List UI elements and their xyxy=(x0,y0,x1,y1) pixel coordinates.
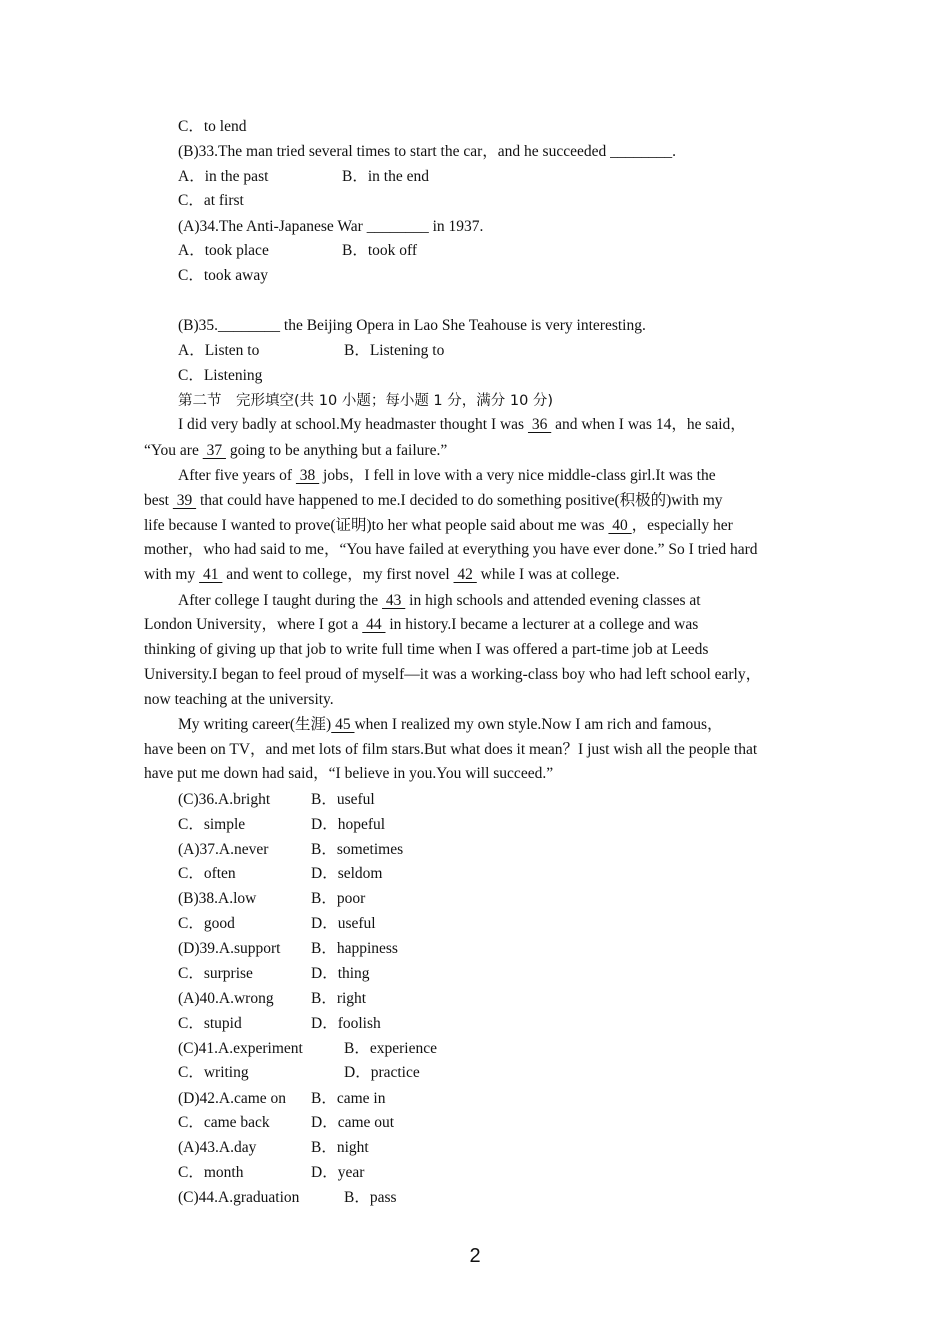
option-c: C．stupid xyxy=(178,1015,242,1032)
q34-option-c: C．took away xyxy=(178,267,268,284)
blank-37: 37 xyxy=(202,442,226,459)
option-d: D．seldom xyxy=(311,865,383,882)
passage-line xyxy=(178,415,844,435)
option-a: (C)44.A.graduation xyxy=(178,1189,300,1206)
q35-option-b: B．Listening to xyxy=(344,342,445,359)
section2-heading: 第二节 完形填空(共 10 小题；每小题 1 分，满分 10 分) xyxy=(178,393,554,409)
passage-text: while I was at college. xyxy=(476,566,620,583)
option-c: C．month xyxy=(178,1164,244,1181)
passage-text: with my xyxy=(144,566,200,583)
q33-stem: (B)33.The man tried several times to start the car，and he succeeded ________. xyxy=(178,143,676,160)
option-row xyxy=(178,864,844,884)
passage-text: when I realized my own style.Now I am rich and famous， xyxy=(354,716,723,733)
option-b: B．experience xyxy=(344,1040,437,1057)
option-row xyxy=(178,1113,844,1133)
blank-40: 40 xyxy=(608,517,632,534)
option-a: (A)43.A.day xyxy=(178,1139,257,1156)
passage-text: and went to college，my first novel xyxy=(222,566,454,583)
option-row xyxy=(178,989,844,1009)
option-b: B．right xyxy=(311,990,367,1007)
option-c: C．good xyxy=(178,915,235,932)
option-b: B．sometimes xyxy=(311,841,404,858)
option-row xyxy=(178,1188,844,1208)
passage-text: and when I was 14，he said， xyxy=(551,416,746,433)
option-d: D．useful xyxy=(311,915,376,932)
passage-text: “You are xyxy=(144,442,203,459)
q32-option-c: C．to lend xyxy=(178,118,247,135)
option-d: D．year xyxy=(311,1164,365,1181)
q33-option-c: C．at first xyxy=(178,192,244,209)
option-c: C．surprise xyxy=(178,965,253,982)
blank-41: 41 xyxy=(199,566,223,583)
q34-stem: (A)34.The Anti-Japanese War ________ in 1937. xyxy=(178,218,484,235)
option-a: (A)40.A.wrong xyxy=(178,990,274,1007)
option-d: D．foolish xyxy=(311,1015,381,1032)
option-a: (A)37.A.never xyxy=(178,841,269,858)
option-row xyxy=(178,1163,844,1183)
option-row xyxy=(178,964,844,984)
blank-45: 45 xyxy=(331,716,355,733)
option-b: B．night xyxy=(311,1139,369,1156)
option-d: D．thing xyxy=(311,965,370,982)
q35-stem: (B)35.________ the Beijing Opera in Lao She Teahouse is very interesting. xyxy=(178,317,646,334)
option-row xyxy=(178,1014,844,1034)
option-b: B．came in xyxy=(311,1090,386,1107)
blank-44: 44 xyxy=(362,616,386,633)
passage-line xyxy=(178,715,844,735)
option-row xyxy=(178,1039,844,1059)
option-row xyxy=(178,1138,844,1158)
q35-option-c: C．Listening xyxy=(178,367,263,384)
passage-text: After five years of xyxy=(178,467,296,484)
q35-option-a: A．Listen to xyxy=(178,342,260,359)
option-row xyxy=(178,889,844,909)
passage-text: I did very badly at school.My headmaster thought I was xyxy=(178,416,528,433)
option-c: C．writing xyxy=(178,1064,249,1081)
option-b: B．happiness xyxy=(311,940,398,957)
passage-text: My writing career(生涯) xyxy=(178,716,332,733)
q34-option-b: B．took off xyxy=(342,242,418,259)
passage-line: mother，who had said to me，“You have failed at everything you have ever done.” So I tried hard xyxy=(144,541,758,558)
option-d: D．hopeful xyxy=(311,816,386,833)
option-d: D．came out xyxy=(311,1114,395,1131)
q33-option-a: A．in the past xyxy=(178,168,269,185)
passage-line: have been on TV，and met lots of film stars.But what does it mean？I just wish all the people that xyxy=(144,741,758,758)
option-a: (D)42.A.came on xyxy=(178,1090,287,1107)
option-d: D．practice xyxy=(344,1064,420,1081)
option-a: (B)38.A.low xyxy=(178,890,257,907)
option-b: B．useful xyxy=(311,791,375,808)
option-c: C．came back xyxy=(178,1114,270,1131)
option-c: C．often xyxy=(178,865,236,882)
blank-43: 43 xyxy=(382,592,406,609)
passage-text: life because I wanted to prove(证明)to her what people said about me was xyxy=(144,517,609,534)
option-row xyxy=(178,1063,844,1083)
passage-line xyxy=(144,565,810,585)
option-c: C．simple xyxy=(178,816,246,833)
passage-text: going to be anything but a failure.” xyxy=(225,442,448,459)
option-row xyxy=(178,914,844,934)
passage-text: best xyxy=(144,492,173,509)
passage-text: in high schools and attended evening classes at xyxy=(405,592,701,609)
passage-line xyxy=(178,591,844,611)
page-number: 2 xyxy=(469,1245,481,1267)
passage-line xyxy=(144,516,810,536)
option-a: (C)41.A.experiment xyxy=(178,1040,303,1057)
option-a: (C)36.A.bright xyxy=(178,791,271,808)
passage-text: in history.I became a lecturer at a college and was xyxy=(385,616,699,633)
passage-line: now teaching at the university. xyxy=(144,691,334,708)
passage-line xyxy=(144,491,810,511)
blank-42: 42 xyxy=(453,566,477,583)
blank-36: 36 xyxy=(527,416,552,433)
q33-options-ab xyxy=(178,167,844,187)
q34-option-a: A．took place xyxy=(178,242,269,259)
option-row xyxy=(178,790,844,810)
option-b: B．poor xyxy=(311,890,366,907)
passage-line: thinking of giving up that job to write full time when I was offered a part-time job at Leeds xyxy=(144,641,709,658)
option-row xyxy=(178,840,844,860)
passage-line: University.I began to feel proud of myself—it was a working-class boy who had left school early， xyxy=(144,666,762,683)
option-row xyxy=(178,1089,844,1109)
q33-option-b: B．in the end xyxy=(342,168,429,185)
passage-text: that could have happened to me.I decided to do something positive(积极的)with my xyxy=(196,492,723,509)
passage-text: ，especially her xyxy=(631,517,733,534)
option-a: (D)39.A.support xyxy=(178,940,281,957)
option-b: B．pass xyxy=(344,1189,397,1206)
option-row xyxy=(178,815,844,835)
passage-text: jobs，I fell in love with a very nice middle-class girl.It was the xyxy=(319,467,716,484)
q34-options-ab xyxy=(178,241,844,261)
passage-line: have put me down had said，“I believe in you.You will succeed.” xyxy=(144,765,554,782)
blank-39: 39 xyxy=(172,492,197,509)
q35-options-ab xyxy=(178,341,844,361)
passage-text: London University，where I got a xyxy=(144,616,363,633)
passage-line xyxy=(144,441,810,461)
passage-line xyxy=(178,466,844,486)
passage-text: After college I taught during the xyxy=(178,592,383,609)
passage-line xyxy=(144,615,810,635)
option-row xyxy=(178,939,844,959)
blank-38: 38 xyxy=(295,467,320,484)
